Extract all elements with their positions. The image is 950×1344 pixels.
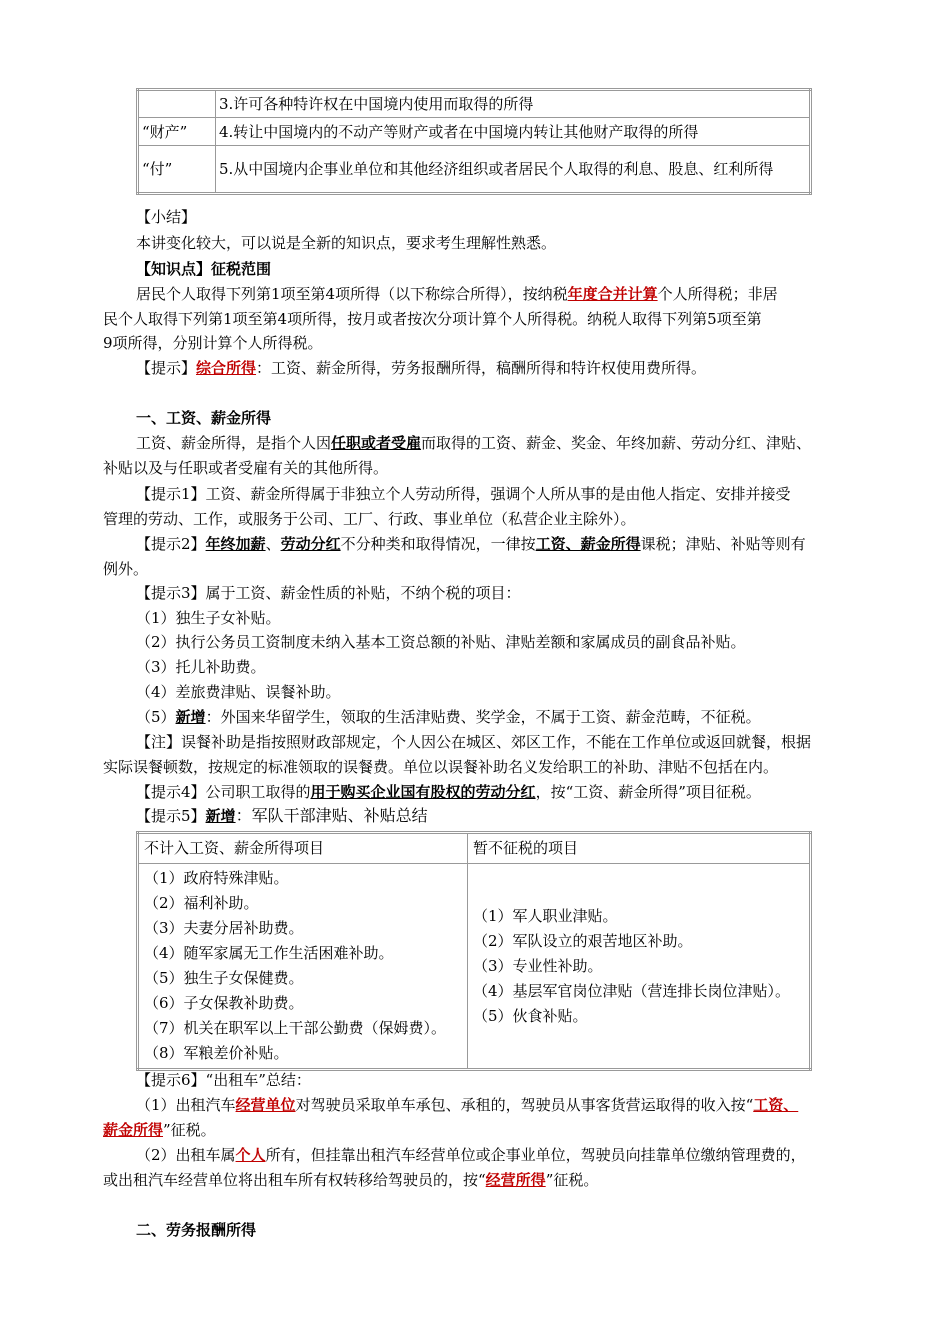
list-item: （3）夫妻分居补助费。	[144, 919, 304, 937]
table-cell-left: “财产”	[138, 118, 216, 146]
list-item: （1）军人职业津贴。	[473, 906, 618, 925]
tip-label: 【提示2】	[136, 535, 206, 553]
emphasis-equity-dividend: 用于购买企业国有股权的劳动分红	[310, 783, 536, 801]
text-span: 居民个人取得下列第1项至第4项所得（以下称综合所得），按纳税	[136, 285, 568, 303]
military-allowance-table	[136, 831, 812, 1071]
table-cell-right: 4.转让中国境内的不动产等财产或者在中国境内转让其他财产取得的所得	[216, 118, 811, 146]
highlight-business-income: 经营所得	[485, 1171, 546, 1189]
table-header-row	[138, 833, 811, 864]
knowledge-tip	[136, 358, 706, 378]
tip4-line	[136, 782, 761, 802]
text-span: 对驾驶员采取单车承包、承租的，驾驶员从事客货营运取得的收入按“	[295, 1096, 754, 1114]
table-cell-left: “付”	[138, 146, 216, 194]
tip-label: 【提示5】	[136, 807, 206, 825]
text-span: 所有，但挂靠出租汽车经营单位或企事业单位，驾驶员向挂靠单位缴纳管理费的，	[265, 1146, 806, 1164]
income-category-table	[136, 88, 812, 195]
note-line: 【注】误餐补助是指按照财政部规定，个人因公在城区、郊区工作，不能在工作单位或返回就餐，根据	[136, 733, 812, 751]
list-item: （5）伙食补贴。	[473, 1006, 588, 1025]
list-item: （3）托儿补助费。	[136, 658, 266, 676]
table-header-cell: 不计入工资、薪金所得项目	[138, 833, 468, 864]
text-span: ”征税。	[545, 1171, 599, 1189]
list-item: （1）政府特殊津贴。	[144, 869, 289, 887]
note-line: 实际误餐顿数，按规定的标准领取的误餐费。单位以误餐补助名义发给职工的补助、津贴不包括在内。	[103, 758, 779, 776]
table-cell-right: 5.从中国境内企事业单位和其他经济组织或者居民个人取得的利息、股息、红利所得	[216, 146, 811, 194]
highlight-comprehensive-income: 综合所得	[196, 359, 257, 377]
list-item: （6）子女保教补助费。	[144, 994, 304, 1012]
list-item: （4）随军家属无工作生活困难补助。	[144, 944, 394, 962]
section-heading: 一、工资、薪金所得	[136, 409, 272, 427]
table-cell-right: 3.许可各种特许权在中国境内使用而取得的所得	[216, 90, 811, 118]
list-item: （5）独生子女保健费。	[144, 969, 304, 987]
knowledge-paragraph-line: 9项所得，分别计算个人所得税。	[103, 334, 323, 352]
text-span: ：外国来华留学生，领取的生活津贴费、奖学金，不属于工资、薪金范畴，不征税。	[205, 708, 761, 726]
emphasis-wage-income: 工资、薪金所得	[535, 535, 641, 553]
list-item: （1）独生子女补贴。	[136, 609, 281, 627]
text-span: 【提示4】公司职工取得的	[136, 783, 311, 801]
list-item: （2）军队设立的艰苦地区补助。	[473, 931, 693, 950]
table-row	[138, 146, 811, 194]
list-item: （3）专业性补助。	[473, 956, 603, 975]
text-span: 、	[265, 535, 281, 553]
tip-label: 【提示】	[136, 359, 197, 377]
table-cell-left	[138, 864, 468, 1070]
text-span: ”征税。	[163, 1121, 216, 1139]
knowledge-paragraph-line	[136, 284, 778, 304]
text-span: ，按“工资、薪金所得”项目征税。	[535, 783, 761, 801]
highlight-individual: 个人	[235, 1146, 266, 1164]
summary-text: 本讲变化较大，可以说是全新的知识点，要求考生理解性熟悉。	[136, 234, 557, 252]
tip1-line: 管理的劳动、工作，或服务于公司、工厂、行政、事业单位（私营企业主除外）。	[103, 510, 636, 528]
text-span: ：工资、薪金所得，劳务报酬所得，稿酬所得和特许权使用费所得。	[256, 359, 707, 377]
tip6-line	[103, 1170, 598, 1190]
highlight-salary-income: 薪金所得	[103, 1121, 164, 1139]
list-item: （8）军粮差价补贴。	[144, 1044, 289, 1062]
tip6-line	[103, 1120, 216, 1140]
text-span: 而取得的工资、薪金、奖金、年终加薪、劳动分红、津贴、	[421, 434, 812, 452]
definition-line: 补贴以及与任职或者受雇有关的其他所得。	[103, 459, 389, 477]
new-badge: 新增	[175, 708, 206, 726]
highlight-annual-combined: 年度合并计算	[567, 285, 658, 303]
table-header-cell: 暂不征税的项目	[468, 833, 811, 864]
text-span: （5）	[136, 708, 176, 726]
table-cell-left	[138, 90, 216, 118]
table-row	[138, 864, 811, 1070]
definition-line	[136, 433, 811, 453]
tip3-heading: 【提示3】属于工资、薪金性质的补贴，不纳个税的项目：	[136, 584, 521, 602]
list-item: （7）机关在职军以上干部公勤费（保姆费）。	[144, 1019, 447, 1037]
knowledge-paragraph-line: 民个人取得下列第1项至第4项所得，按月或者按次分项计算个人所得税。纳税人取得下列第5项至第	[103, 310, 762, 328]
list-item: （2）执行公务员工资制度未纳入基本工资总额的补贴、津贴差额和家属成员的副食品补贴。	[136, 633, 746, 651]
emphasis-year-end-raise: 年终加薪	[205, 535, 266, 553]
list-item	[136, 707, 761, 727]
text-span: 课税；津贴、补贴等则有	[640, 535, 806, 553]
new-badge: 新增	[205, 807, 236, 825]
highlight-wage: 工资、	[753, 1096, 799, 1114]
table-cell-right	[468, 864, 811, 1070]
summary-heading: 【小结】	[136, 208, 197, 226]
highlight-operating-unit: 经营单位	[235, 1096, 296, 1114]
tip6-line	[136, 1095, 798, 1115]
text-span: 或出租汽车经营单位将出租车所有权转移给驾驶员的，按“	[103, 1171, 486, 1189]
table-row	[138, 118, 811, 146]
list-item: （2）福利补助。	[144, 894, 259, 912]
text-span: （2）出租车属	[136, 1146, 236, 1164]
tip2-line: 例外。	[103, 560, 149, 578]
tip6-line	[136, 1145, 806, 1165]
text-span: 工资、薪金所得，是指个人因	[136, 434, 332, 452]
text-span: ：军队干部津贴、补贴总结	[235, 806, 428, 825]
section-heading: 二、劳务报酬所得	[136, 1221, 257, 1239]
list-item: （4）差旅费津贴、误餐补助。	[136, 683, 341, 701]
text-span: 个人所得税；非居	[657, 285, 778, 303]
tip1-line: 【提示1】工资、薪金所得属于非独立个人劳动所得，强调个人所从事的是由他人指定、安排并接受	[136, 485, 791, 503]
table-row	[138, 90, 811, 118]
emphasis-labor-dividend: 劳动分红	[280, 535, 341, 553]
text-span: 不分种类和取得情况，一律按	[340, 535, 536, 553]
tip5-line	[136, 806, 428, 826]
emphasis-employment: 任职或者受雇	[331, 434, 422, 452]
tip2-line	[136, 534, 806, 554]
list-item: （4）基层军官岗位津贴（营连排长岗位津贴）。	[473, 981, 791, 1000]
knowledge-heading: 【知识点】征税范围	[136, 260, 272, 278]
text-span: （1）出租汽车	[136, 1096, 236, 1114]
tip6-heading: 【提示6】“出租车”总结：	[136, 1071, 311, 1089]
